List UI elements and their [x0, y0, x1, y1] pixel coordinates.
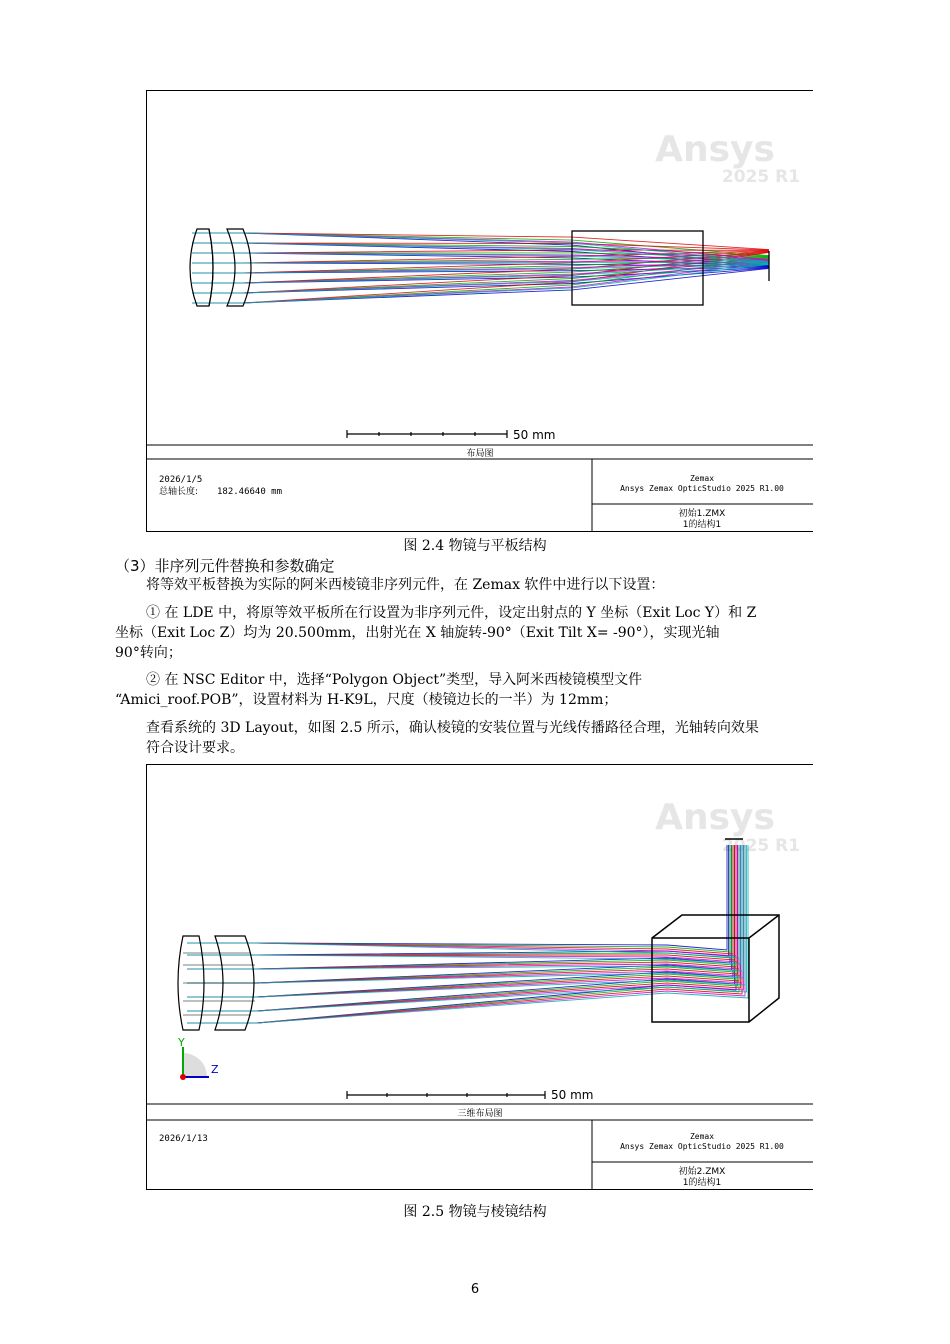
- ray-line: [187, 845, 736, 956]
- scale-label: 50 mm: [551, 1088, 594, 1102]
- section-heading: （3）非序列元件替换和参数确定: [115, 557, 335, 575]
- figure-2-4-layout: [146, 90, 813, 532]
- date-label: 2026/1/5: [159, 475, 203, 485]
- software-label: Ansys Zemax OpticStudio 2025 R1.00: [620, 1142, 784, 1151]
- layout-drawing: [147, 91, 813, 531]
- ray-line: [187, 845, 730, 952]
- ray-line: [187, 845, 733, 954]
- scale-bar: [347, 1091, 545, 1099]
- ray-fan-1: [192, 233, 769, 303]
- axis-y-label: Y: [178, 1036, 185, 1049]
- file-name: 初始1.ZMX: [678, 509, 726, 519]
- axis-triad-icon: [177, 1036, 219, 1080]
- objective-lens-group: [178, 936, 259, 1030]
- intro-paragraph: 将等效平板替换为实际的阿米西棱镜非序列元件，在 Zemax 软件中进行以下设置：: [146, 577, 665, 593]
- axis-length-value: 182.46640 mm: [217, 487, 283, 497]
- ray-line: [187, 845, 739, 958]
- view-title: 布局图: [466, 449, 494, 459]
- step1-line2: 坐标（Exit Loc Z）均为 20.500mm，出射光在 X 轴旋转-90°（Exit Tilt X= -90°），实现光轴: [115, 625, 720, 641]
- software-label: Ansys Zemax OpticStudio 2025 R1.00: [620, 484, 784, 493]
- config-label: 1的结构1: [682, 1178, 722, 1188]
- step1-line1: ① 在 LDE 中，将原等效平板所在行设置为非序列元件，设定出射点的 Y 坐标（Exit Loc Y）和 Z: [146, 605, 757, 621]
- objective-lens-group: [190, 229, 251, 306]
- ray-line: [187, 845, 729, 956]
- company-label: Zemax: [689, 474, 715, 483]
- ansys-watermark: Ansys: [655, 797, 775, 838]
- view-title: 三维布局图: [457, 1109, 503, 1119]
- ray-line: [187, 845, 727, 950]
- check-line1: 查看系统的 3D Layout，如图 2.5 所示，确认棱镜的安装位置与光线传播路径合理，光轴转向效果: [146, 720, 759, 736]
- ansys-version-watermark: 2025 R1: [721, 167, 801, 187]
- ansys-version-watermark: 2025 R1: [721, 836, 801, 856]
- 3d-layout-drawing: [147, 765, 813, 1189]
- ansys-watermark: Ansys: [655, 129, 775, 170]
- date-label: 2026/1/13: [159, 1134, 208, 1144]
- ray-line: [192, 233, 769, 260]
- figure-2-5-caption: 图 2.5 物镜与棱镜结构: [403, 1204, 547, 1220]
- step2-line1: ② 在 NSC Editor 中，选择“Polygon Object”类型，导入阿米西棱镜模型文件: [146, 672, 643, 688]
- axis-length-label: 总轴长度:: [159, 487, 199, 497]
- file-name: 初始2.ZMX: [678, 1167, 726, 1177]
- ray-line: [187, 845, 732, 958]
- check-line2: 符合设计要求。: [146, 740, 244, 756]
- company-label: Zemax: [689, 1132, 715, 1141]
- figure-2-5-3d-layout: [146, 764, 813, 1190]
- scale-bar: [347, 430, 507, 438]
- step1-line3: 90°转向；: [115, 645, 182, 661]
- ray-fan-2: [187, 845, 748, 1023]
- step2-line2: “Amici_roof.POB”，设置材料为 H-K9L，尺度（棱镜边长的一半）为 12mm；: [115, 692, 618, 708]
- scale-label: 50 mm: [513, 428, 556, 442]
- page-number: 6: [470, 1282, 480, 1297]
- ray-line: [187, 845, 742, 971]
- config-label: 1的结构1: [682, 520, 722, 530]
- figure-2-4-caption: 图 2.4 物镜与平板结构: [403, 538, 547, 554]
- axis-z-label: Z: [211, 1063, 219, 1076]
